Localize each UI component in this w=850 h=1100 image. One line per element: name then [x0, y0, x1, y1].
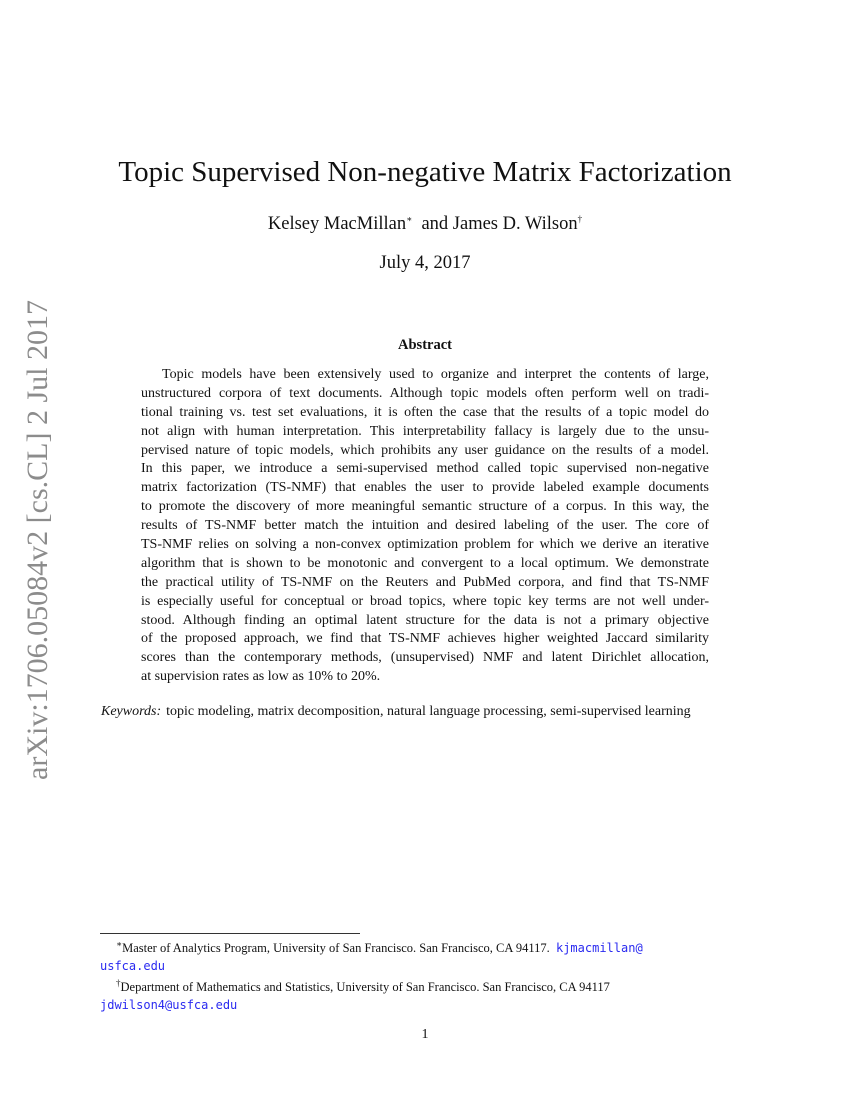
abstract-line: the practical utility of TS-NMF on the Reuters and PubMed corpora, and find that TS-NMF — [141, 574, 709, 590]
abstract-line: scores than the contemporary methods, (unsupervised) NMF and latent Dirichlet allocation, — [141, 650, 709, 666]
author-name: Kelsey MacMillan — [267, 214, 407, 235]
abstract-line: not align with human interpretation. This interpretability fallacy is largely due to the unsu- — [141, 423, 709, 439]
abstract-line: results of TS-NMF better match the intuition and desired labeling of the user. The core of — [141, 518, 709, 534]
footnote-text: Master of Analytics Program, University of San Francisco. San Francisco, CA 94117. — [122, 941, 550, 956]
footnote-text: Department of Mathematics and Statistics, University of San Francisco. San Francisco, CA 94117 — [120, 980, 610, 995]
abstract-line: matrix factorization (TS-NMF) that enables the user to provide labeled example documents — [141, 480, 709, 496]
keywords-label: Keywords: — [101, 704, 162, 719]
abstract-line: pervised nature of topic models, which prohibits any user guidance on the results of a model. — [141, 442, 709, 458]
footnote-mark: ∗ — [116, 939, 123, 949]
footnote-mark: ∗ — [406, 214, 413, 224]
email-link[interactable]: kjmacmillan@ — [555, 941, 643, 956]
keywords-text: topic modeling, matrix decomposition, natural language processing, semi-supervised learning — [166, 704, 691, 719]
abstract-line: at supervision rates as low as 10% to 20%. — [141, 669, 381, 685]
abstract-line: is especially useful for conceptual or broad topics, where topic key terms are not well under- — [141, 593, 709, 609]
footnote-mark: † — [577, 214, 583, 224]
author-name: James D. Wilson — [452, 214, 578, 235]
page-number: 1 — [421, 1027, 429, 1042]
author-joiner: and — [421, 214, 449, 235]
abstract-line: algorithm that is shown to be monotonic and convergent to a local optimum. We demonstrate — [141, 555, 709, 571]
authors — [0, 214, 850, 235]
email-link[interactable]: jdwilson4@usfca.edu — [100, 997, 238, 1012]
abstract-heading: Abstract — [398, 337, 452, 353]
abstract-line: stood. Although finding an optimal latent structure for the data is not a primary objective — [141, 612, 709, 628]
footnotes — [100, 936, 750, 1014]
abstract-line: TS-NMF relies on solving a non-convex optimization problem for which we derive an iterative — [141, 537, 709, 553]
abstract-line: Topic models have been extensively used to organize and interpret the contents of large, — [162, 367, 709, 382]
abstract-line: In this paper, we introduce a semi-supervised method called topic supervised non-negative — [141, 461, 709, 477]
paper-title: Topic Supervised Non-negative Matrix Factorization — [118, 156, 732, 188]
email-link[interactable]: usfca.edu — [100, 958, 166, 973]
footnote-2 — [100, 975, 750, 1014]
footnote-mark: † — [116, 978, 121, 989]
keywords — [101, 704, 691, 720]
footnote-1 — [100, 936, 750, 975]
arxiv-identifier: arXiv:1706.05084v2 [cs.CL] 2 Jul 2017 — [21, 300, 54, 780]
abstract-line: of the proposed approach, we find that TS-NMF achieves higher weighted Jaccard similarity — [141, 631, 709, 647]
abstract-line: to promote the discovery of more meaningful semantic structure of a corpus. In this way, the — [141, 499, 709, 515]
date: July 4, 2017 — [379, 253, 471, 273]
abstract-body — [141, 366, 709, 687]
abstract-line: tional training vs. test set evaluations, it is often the case that the results of a topic model do — [141, 404, 709, 420]
footnote-rule — [100, 933, 360, 934]
abstract-line: unstructured corpora of text documents. Although topic models often perform well on tradi- — [141, 385, 709, 401]
